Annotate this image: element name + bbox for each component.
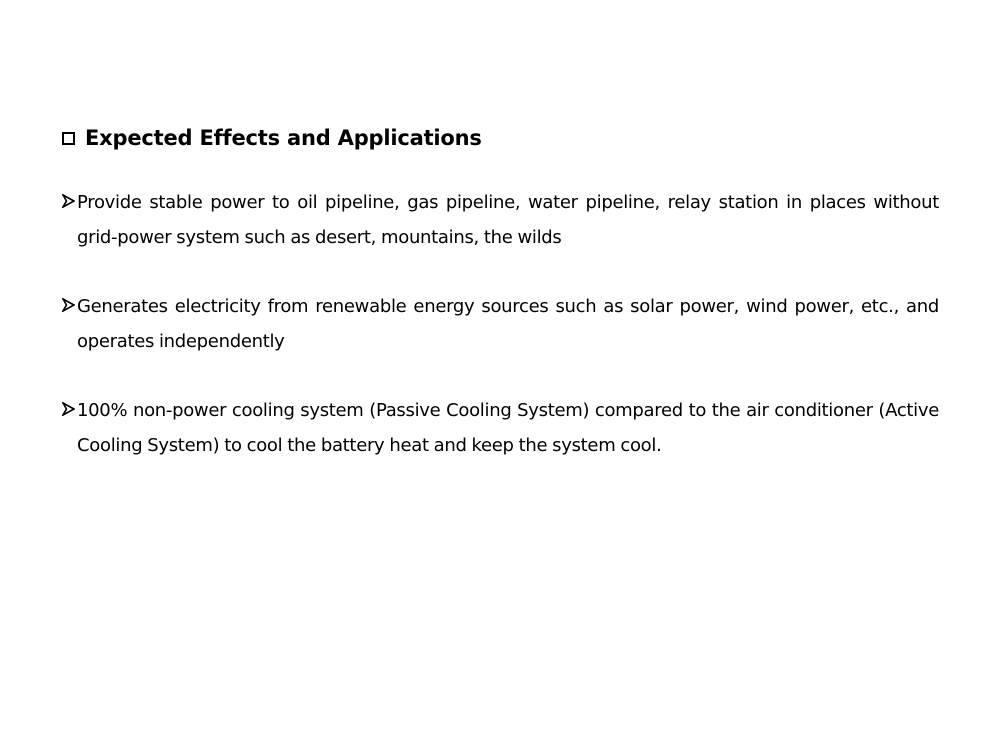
checkbox-square-icon	[62, 132, 75, 145]
section-heading-title: Expected Effects and Applications	[85, 126, 482, 150]
section-heading	[62, 124, 482, 152]
bullet-list	[62, 185, 939, 497]
bullet-item	[62, 393, 939, 463]
arrowhead-icon	[62, 289, 77, 312]
arrowhead-icon	[62, 393, 77, 416]
bullet-item	[62, 289, 939, 359]
bullet-text: 100% non-power cooling system (Passive Cooling System) compared to the air conditioner (Active Cooling System) to cool the battery heat and keep the system cool.	[77, 400, 939, 456]
arrowhead-icon	[62, 185, 77, 208]
bullet-text: Generates electricity from renewable energy sources such as solar power, wind power, etc., and operates independently	[77, 296, 939, 352]
bullet-item	[62, 185, 939, 255]
bullet-text: Provide stable power to oil pipeline, gas pipeline, water pipeline, relay station in places without grid-power system such as desert, mountains, the wilds	[77, 192, 939, 248]
